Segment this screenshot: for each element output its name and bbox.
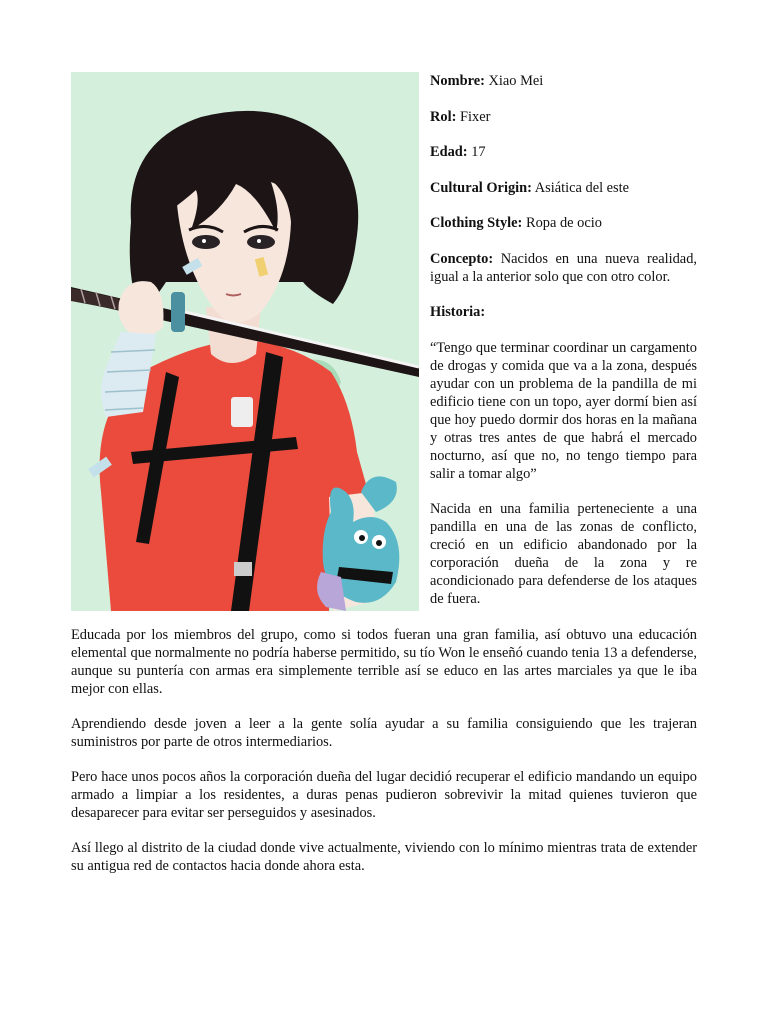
role-value: Fixer — [460, 108, 491, 125]
concept-value: Nacidos en una nueva realidad, igual a la anterior solo que con otro color. — [430, 250, 697, 285]
age-label: Edad: — [430, 144, 468, 160]
paragraph-1: Educada por los miembros del grupo, como si todos fueran una gran familia, así obtuvo una educación elemental que normalmente no podría haberse permitido, su tío Won le enseñó cuando tenia 13 a defenderse, aunque su puntería con armas era simplemente terrible así se educo en las artes marciales ya que le iba mejor con ellas. — [71, 627, 697, 697]
name-line — [430, 72, 697, 90]
clothing-label: Clothing Style: — [430, 215, 523, 231]
paragraph-4: Así llego al distrito de la ciudad donde vive actualmente, viviendo con lo mínimo mientras trata de extender su antigua red de contactos hacia donde ahora esta. — [71, 840, 697, 874]
character-profile — [430, 72, 697, 626]
origin-value: Asiática del este — [534, 179, 630, 196]
origin-line — [430, 179, 697, 197]
name-label: Nombre: — [430, 73, 485, 89]
paragraph-3: Pero hace unos pocos años la corporación dueña del lugar decidió recuperar el edificio mandando un equipo armado a limpiar a los residentes, a duras penas pudieron sobrevivir la mitad quienes tuvieron que desaparecer para evitar ser perseguidos y asesinados. — [71, 769, 697, 821]
character-illustration — [71, 72, 419, 611]
role-label: Rol: — [430, 108, 457, 125]
age-line — [430, 143, 697, 161]
concept-label: Concepto: — [430, 250, 494, 267]
character-artwork — [71, 72, 419, 611]
concept-line — [430, 250, 697, 286]
paragraph-2: Aprendiendo desde joven a leer a la gente solía ayudar a su familia consiguiendo que les trajeran suministros por parte de otros intermediarios. — [71, 716, 697, 750]
origin-label: Cultural Origin: — [430, 179, 532, 196]
clothing-line — [430, 214, 697, 232]
character-quote: “Tengo que terminar coordinar un cargamento de drogas y comida que va a la zona, después ayudar con un problema de la pandilla de mi edificio tiene con un topo, ayer dormí bien así que hoy puedo dormir dos horas en la mañana y otras tres antes de que habrá el mercado nocturno, así que no, no tengo tiempo para salir a tomar algo” — [430, 339, 697, 482]
history-label: Historia: — [430, 304, 486, 320]
history-body — [71, 626, 697, 892]
name-value: Xiao Mei — [488, 73, 544, 89]
role-line — [430, 108, 697, 126]
age-value: 17 — [471, 144, 486, 160]
clothing-value: Ropa de ocio — [525, 215, 602, 231]
history-heading — [430, 303, 697, 321]
side-paragraph: Nacida en una familia perteneciente a una pandilla en una de las zonas de conflicto, creció en un edificio abandonado por la corporación dueña de la zona y re acondicionado para defenderse de los ataques de fuera. — [430, 501, 697, 607]
